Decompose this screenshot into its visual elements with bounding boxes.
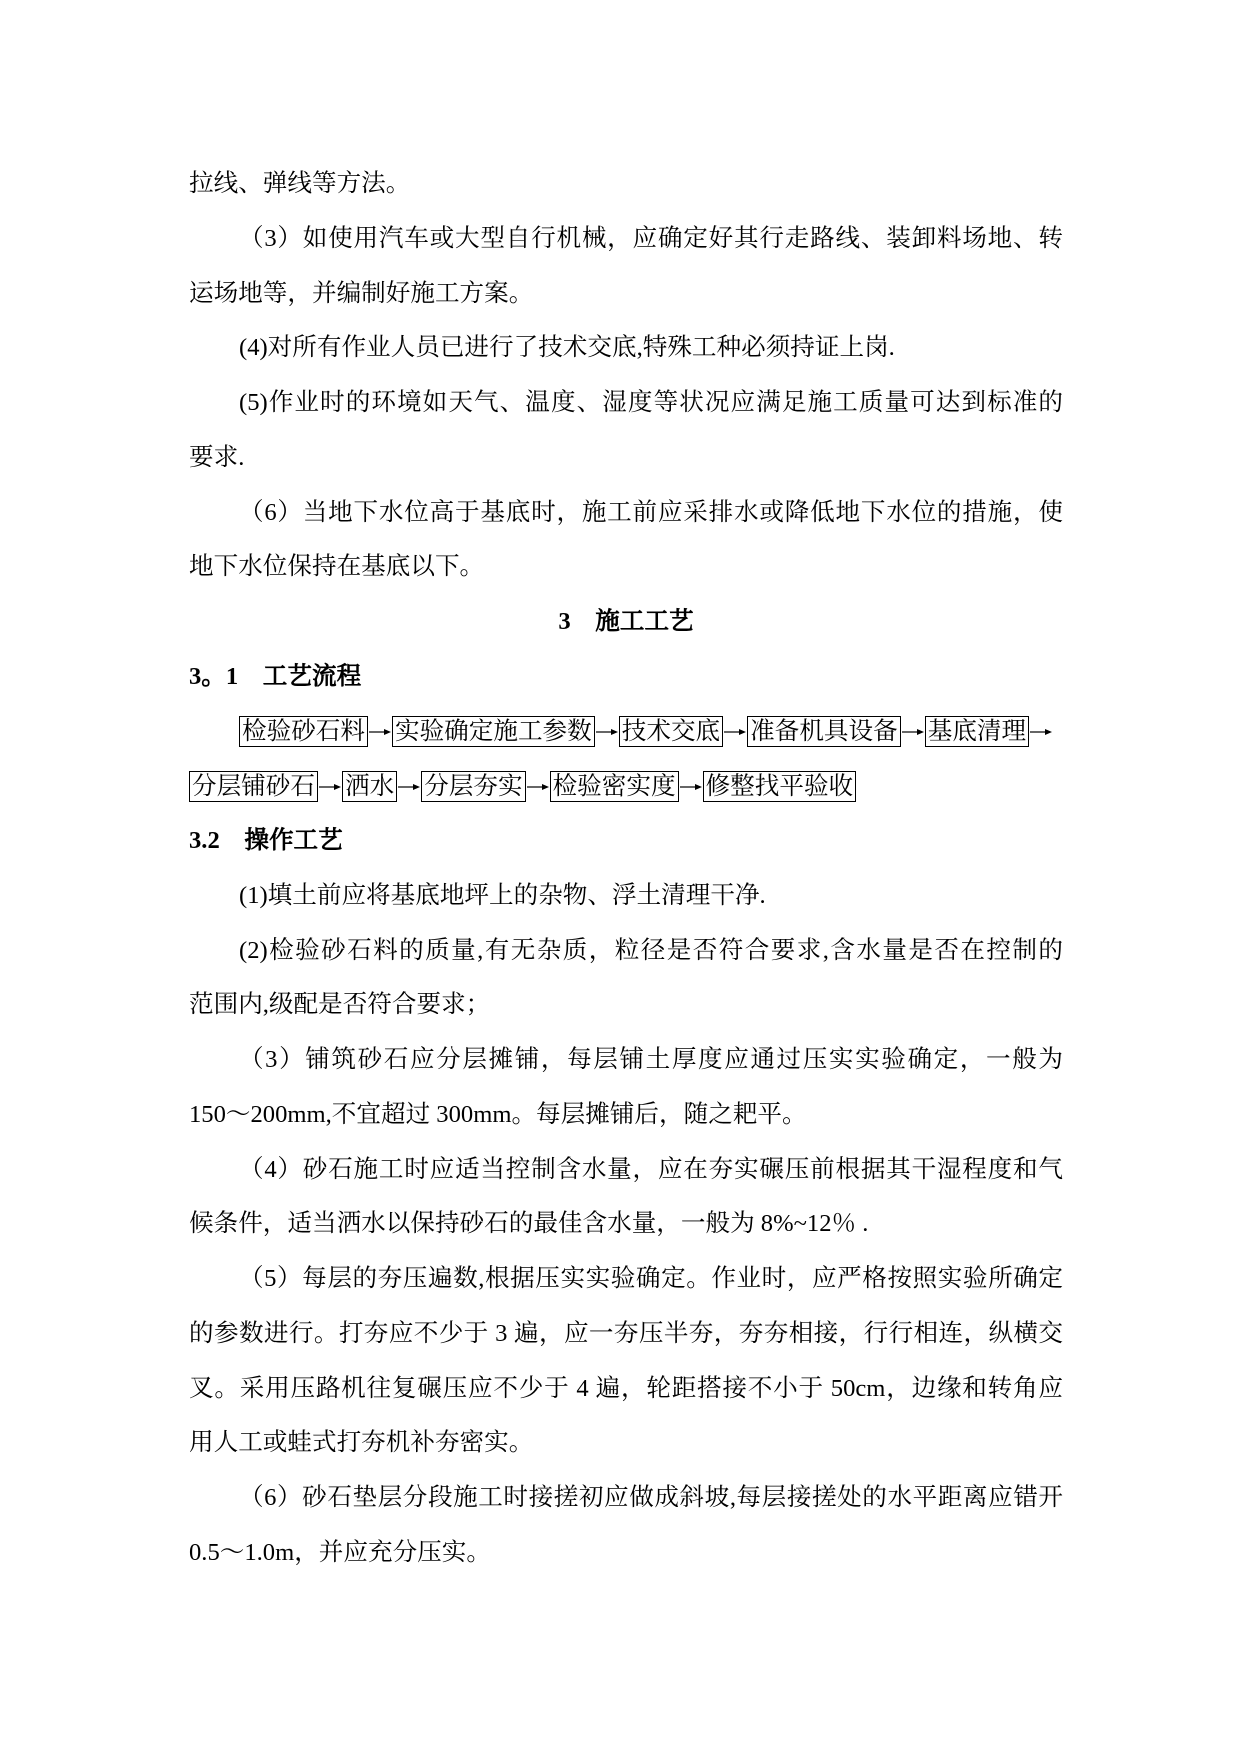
- document-body: [189, 157, 1063, 1581]
- paragraph-continuation: [189, 157, 1063, 212]
- operation-item-6: [189, 1471, 1063, 1581]
- operation-item-2: [189, 924, 1063, 1034]
- flow-step-box: 基底清理: [925, 716, 1029, 747]
- process-flow-row-2: [189, 759, 1063, 814]
- paragraph-line: (4)对所有作业人员已进行了技术交底,特殊工种必须持证上岗.: [239, 334, 895, 362]
- paragraph-line: (5)作业时的环境如天气、温度、湿度等状况应满足施工质量可达到标准的: [239, 389, 1063, 416]
- flow-step-box: 检验砂石料: [239, 716, 368, 747]
- chapter-number: 3: [558, 608, 571, 635]
- paragraph-line: 150～200mm,不宜超过 300mm。每层摊铺后，随之耙平。: [189, 1100, 807, 1128]
- paragraph-line: （3）铺筑砂石应分层摊铺，每层铺土厚度应通过压实实验确定，一般为: [239, 1046, 1063, 1073]
- arrow-right-icon: [368, 727, 392, 737]
- paragraph-line: （3）如使用汽车或大型自行机械，应确定好其行走路线、装卸料场地、转: [239, 224, 1063, 252]
- chapter-title: 施工工艺: [595, 608, 694, 635]
- arrow-right-icon: [595, 727, 619, 737]
- paragraph-line: (2)检验砂石料的质量,有无杂质，粒径是否符合要求,含水量是否在控制的: [239, 936, 1063, 964]
- arrow-right-icon: [901, 727, 925, 737]
- operation-item-5: [189, 1252, 1063, 1471]
- paragraph-line: 要求.: [189, 443, 245, 471]
- prep-item-5: [189, 376, 1063, 486]
- paragraph-line: （6）当地下水位高于基底时，施工前应采排水或降低地下水位的措施，使: [239, 498, 1063, 526]
- arrow-right-icon: [397, 782, 421, 792]
- process-flow-row-1: [189, 705, 1063, 760]
- flow-step-box: 技术交底: [619, 716, 723, 747]
- operation-item-3: [189, 1033, 1063, 1143]
- prep-item-4: [189, 321, 1063, 376]
- paragraph-line: 候条件，适当洒水以保持砂石的最佳含水量，一般为 8%~12％ .: [189, 1210, 869, 1238]
- section-title: 工艺流程: [262, 662, 362, 690]
- prep-item-3: [189, 212, 1063, 322]
- paragraph-line: 地下水位保持在基底以下。: [189, 553, 485, 581]
- arrow-right-icon: [1029, 727, 1053, 737]
- section-heading-operation: [189, 814, 1063, 869]
- prep-item-6: [189, 486, 1063, 596]
- paragraph-line: 拉线、弹线等方法。: [189, 170, 411, 197]
- flow-step-box: 检验密实度: [550, 771, 679, 802]
- chapter-heading: [189, 595, 1063, 650]
- section-heading-process-flow: [189, 650, 1063, 705]
- paragraph-line: （6）砂石垫层分段施工时接搓初应做成斜坡,每层接搓处的水平距离应错开: [239, 1484, 1063, 1511]
- arrow-right-icon: [318, 782, 342, 792]
- paragraph-line: 的参数进行。打夯应不少于 3 遍，应一夯压半夯，夯夯相接，行行相连，纵横交: [189, 1319, 1063, 1347]
- paragraph-line: 叉。采用压路机往复碾压应不少于 4 遍，轮距搭接不小于 50cm，边缘和转角应: [189, 1374, 1063, 1402]
- operation-item-4: [189, 1143, 1063, 1253]
- section-number: 3.2: [189, 827, 220, 854]
- paragraph-line: 用人工或蛙式打夯机补夯密实。: [189, 1429, 534, 1457]
- paragraph-line: （5）每层的夯压遍数,根据压实实验确定。作业时，应严格按照实验所确定: [239, 1265, 1063, 1292]
- section-title: 操作工艺: [244, 827, 343, 854]
- paragraph-line: 范围内,级配是否符合要求；: [189, 991, 491, 1019]
- flow-step-box: 修整找平验收: [703, 771, 857, 802]
- arrow-right-icon: [723, 727, 747, 737]
- flow-step-box: 实验确定施工参数: [392, 716, 595, 747]
- flow-step-box: 洒水: [342, 771, 397, 802]
- paragraph-line: （4）砂石施工时应适当控制含水量，应在夯实碾压前根据其干湿程度和气: [239, 1155, 1063, 1183]
- paragraph-line: (1)填土前应将基底地坪上的杂物、浮土清理干净.: [239, 881, 766, 909]
- section-number: 3。1: [189, 662, 239, 690]
- operation-item-1: [189, 869, 1063, 924]
- paragraph-line: 0.5～1.0m，并应充分压实。: [189, 1538, 491, 1566]
- paragraph-line: 运场地等，并编制好施工方案。: [189, 279, 534, 307]
- flow-step-box: 准备机具设备: [747, 716, 901, 747]
- arrow-right-icon: [526, 782, 550, 792]
- flow-step-box: 分层铺砂石: [189, 771, 318, 802]
- arrow-right-icon: [679, 782, 703, 792]
- flow-step-box: 分层夯实: [421, 771, 525, 802]
